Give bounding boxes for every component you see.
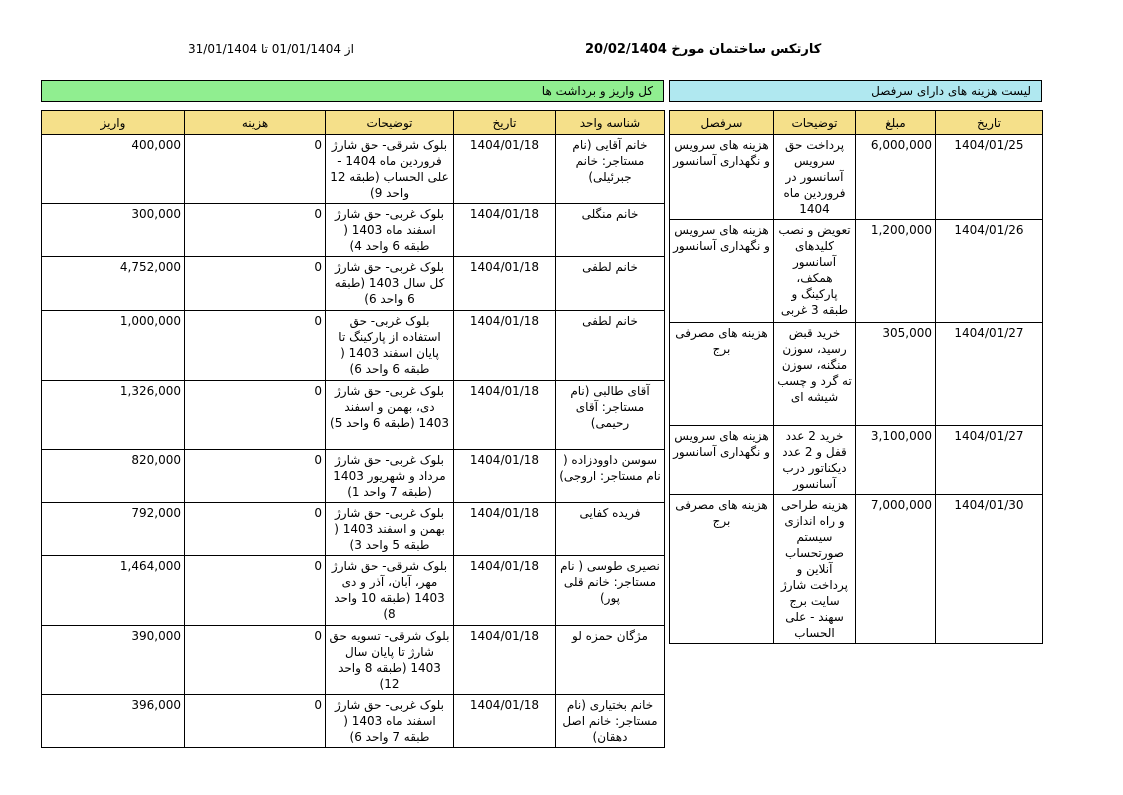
col-header-description: توضیحات xyxy=(774,111,856,135)
row-date: 1404/01/27 xyxy=(936,323,1043,426)
deposit-row xyxy=(42,450,665,503)
row-description: خرید قبض رسید، سوزن منگنه، سوزن ته گرد و چسب شیشه ای xyxy=(774,323,856,426)
row-description: بلوک غربی- حق شارژ دی، بهمن و اسفند 1403 (طبقه 6 واحد 5) xyxy=(326,381,454,450)
row-description: خرید 2 عدد قفل و 2 عدد دیکناتور درب آسانسور xyxy=(774,426,856,495)
deposits-section-title: کل واریز و برداشت ها xyxy=(41,80,664,102)
row-description: بلوک غربی- حق شارژ بهمن و اسفند 1403 ( طبقه 5 واحد 3) xyxy=(326,503,454,556)
expense-row xyxy=(670,426,1043,495)
unit-identifier: نصیری طوسی ( نام مستاجر: خانم قلی پور) xyxy=(556,556,665,626)
deposit-row xyxy=(42,695,665,748)
deposit-amount: 300,000 xyxy=(42,204,185,257)
deposit-amount: 1,000,000 xyxy=(42,311,185,381)
deposit-row xyxy=(42,626,665,695)
expense-amount: 0 xyxy=(185,311,326,381)
unit-identifier: خانم لطفی xyxy=(556,311,665,381)
expense-amount: 0 xyxy=(185,503,326,556)
row-description: بلوک غربی- حق شارژ کل سال 1403 (طبقه 6 واحد 6) xyxy=(326,257,454,311)
expense-row xyxy=(670,323,1043,426)
col-header-heading: سرفصل xyxy=(670,111,774,135)
row-description: بلوک شرقی- حق شارژ مهر، آبان، آذر و دی 1403 (طبقه 10 واحد 8) xyxy=(326,556,454,626)
expense-heading: هزینه های سرویس و نگهداری آسانسور xyxy=(670,220,774,323)
expense-amount: 0 xyxy=(185,381,326,450)
col-header-unit: شناسه واحد xyxy=(556,111,665,135)
expense-amount: 0 xyxy=(185,204,326,257)
deposit-row xyxy=(42,257,665,311)
expense-heading: هزینه های سرویس و نگهداری آسانسور xyxy=(670,426,774,495)
row-description: بلوک غربی- حق استفاده از پارکینگ تا پایان اسفند 1403 ( طبقه 6 واحد 6) xyxy=(326,311,454,381)
deposit-amount: 820,000 xyxy=(42,450,185,503)
deposit-amount: 1,464,000 xyxy=(42,556,185,626)
unit-identifier: سوسن داوودزاده ( نام مستاجر: اروجی) xyxy=(556,450,665,503)
expense-amount: 0 xyxy=(185,626,326,695)
deposit-row xyxy=(42,503,665,556)
col-header-date: تاریخ xyxy=(936,111,1043,135)
expenses-header-row xyxy=(670,111,1043,135)
row-date: 1404/01/18 xyxy=(454,135,556,204)
date-range: از 01/01/1404 تا 31/01/1404 xyxy=(188,42,354,56)
expense-amount: 0 xyxy=(185,135,326,204)
row-date: 1404/01/18 xyxy=(454,556,556,626)
expense-heading: هزینه های مصرفی برج xyxy=(670,323,774,426)
row-date: 1404/01/18 xyxy=(454,311,556,381)
row-date: 1404/01/18 xyxy=(454,503,556,556)
expenses-table xyxy=(669,110,1043,644)
row-date: 1404/01/18 xyxy=(454,695,556,748)
row-date: 1404/01/18 xyxy=(454,257,556,311)
unit-identifier: خانم لطفی xyxy=(556,257,665,311)
expense-heading: هزینه های سرویس و نگهداری آسانسور xyxy=(670,135,774,220)
expense-amount: 305,000 xyxy=(856,323,936,426)
expense-amount: 0 xyxy=(185,695,326,748)
deposits-table xyxy=(41,110,665,748)
row-date: 1404/01/18 xyxy=(454,204,556,257)
row-date: 1404/01/26 xyxy=(936,220,1043,323)
deposit-amount: 792,000 xyxy=(42,503,185,556)
deposit-row xyxy=(42,381,665,450)
expense-row xyxy=(670,220,1043,323)
deposit-row xyxy=(42,311,665,381)
row-date: 1404/01/18 xyxy=(454,626,556,695)
row-date: 1404/01/27 xyxy=(936,426,1043,495)
row-date: 1404/01/25 xyxy=(936,135,1043,220)
unit-identifier: فریده کفایی xyxy=(556,503,665,556)
expense-row xyxy=(670,135,1043,220)
deposit-amount: 396,000 xyxy=(42,695,185,748)
unit-identifier: خانم آقایی (نام مستاجر: خانم جبرئیلی) xyxy=(556,135,665,204)
row-description: پرداخت حق سرویس آسانسور در فروردین ماه 1404 xyxy=(774,135,856,220)
expense-row xyxy=(670,495,1043,644)
unit-identifier: خانم بختیاری (نام مستاجر: خانم اصل دهقان) xyxy=(556,695,665,748)
row-description: بلوک شرقی- تسویه حق شارژ تا پایان سال 1403 (طبقه 8 واحد 12) xyxy=(326,626,454,695)
deposit-row xyxy=(42,135,665,204)
row-date: 1404/01/18 xyxy=(454,450,556,503)
expense-amount: 1,200,000 xyxy=(856,220,936,323)
col-header-date: تاریخ xyxy=(454,111,556,135)
deposit-row xyxy=(42,204,665,257)
deposits-header-row xyxy=(42,111,665,135)
row-description: بلوک شرقی- حق شارژ فروردین ماه 1404 - علی الحساب (طبقه 12 واحد 9) xyxy=(326,135,454,204)
deposit-amount: 400,000 xyxy=(42,135,185,204)
col-header-deposit: واریز xyxy=(42,111,185,135)
expense-amount: 0 xyxy=(185,257,326,311)
unit-identifier: آقای طالبی (نام مستاجر: آقای رحیمی) xyxy=(556,381,665,450)
row-description: هزینه طراحی و راه اندازی سیستم صورتحساب آنلاین و پرداخت شارژ سایت برج سهند - علی الحساب xyxy=(774,495,856,644)
unit-identifier: مژگان حمزه لو xyxy=(556,626,665,695)
expense-heading: هزینه های مصرفی برج xyxy=(670,495,774,644)
expense-amount: 6,000,000 xyxy=(856,135,936,220)
deposit-amount: 4,752,000 xyxy=(42,257,185,311)
expenses-section-title: لیست هزینه های دارای سرفصل xyxy=(669,80,1042,102)
row-date: 1404/01/30 xyxy=(936,495,1043,644)
expense-amount: 0 xyxy=(185,556,326,626)
row-date: 1404/01/18 xyxy=(454,381,556,450)
deposit-amount: 390,000 xyxy=(42,626,185,695)
col-header-expense: هزینه xyxy=(185,111,326,135)
expense-amount: 7,000,000 xyxy=(856,495,936,644)
deposit-amount: 1,326,000 xyxy=(42,381,185,450)
col-header-amount: مبلغ xyxy=(856,111,936,135)
unit-identifier: خانم منگلی xyxy=(556,204,665,257)
col-header-description: توضیحات xyxy=(326,111,454,135)
expense-amount: 3,100,000 xyxy=(856,426,936,495)
row-description: بلوک غربی- حق شارژ اسفند ماه 1403 ( طبقه 6 واحد 4) xyxy=(326,204,454,257)
page-title: کارتکس ساختمان مورخ 20/02/1404 xyxy=(585,42,822,57)
expense-amount: 0 xyxy=(185,450,326,503)
deposit-row xyxy=(42,556,665,626)
row-description: تعویض و نصب کلیدهای آسانسور همکف، پارکینگ و طبقه 3 غربی xyxy=(774,220,856,323)
row-description: بلوک غربی- حق شارژ مرداد و شهریور 1403 (طبقه 7 واحد 1) xyxy=(326,450,454,503)
row-description: بلوک غربی- حق شارژ اسفند ماه 1403 ( طبقه 7 واحد 6) xyxy=(326,695,454,748)
